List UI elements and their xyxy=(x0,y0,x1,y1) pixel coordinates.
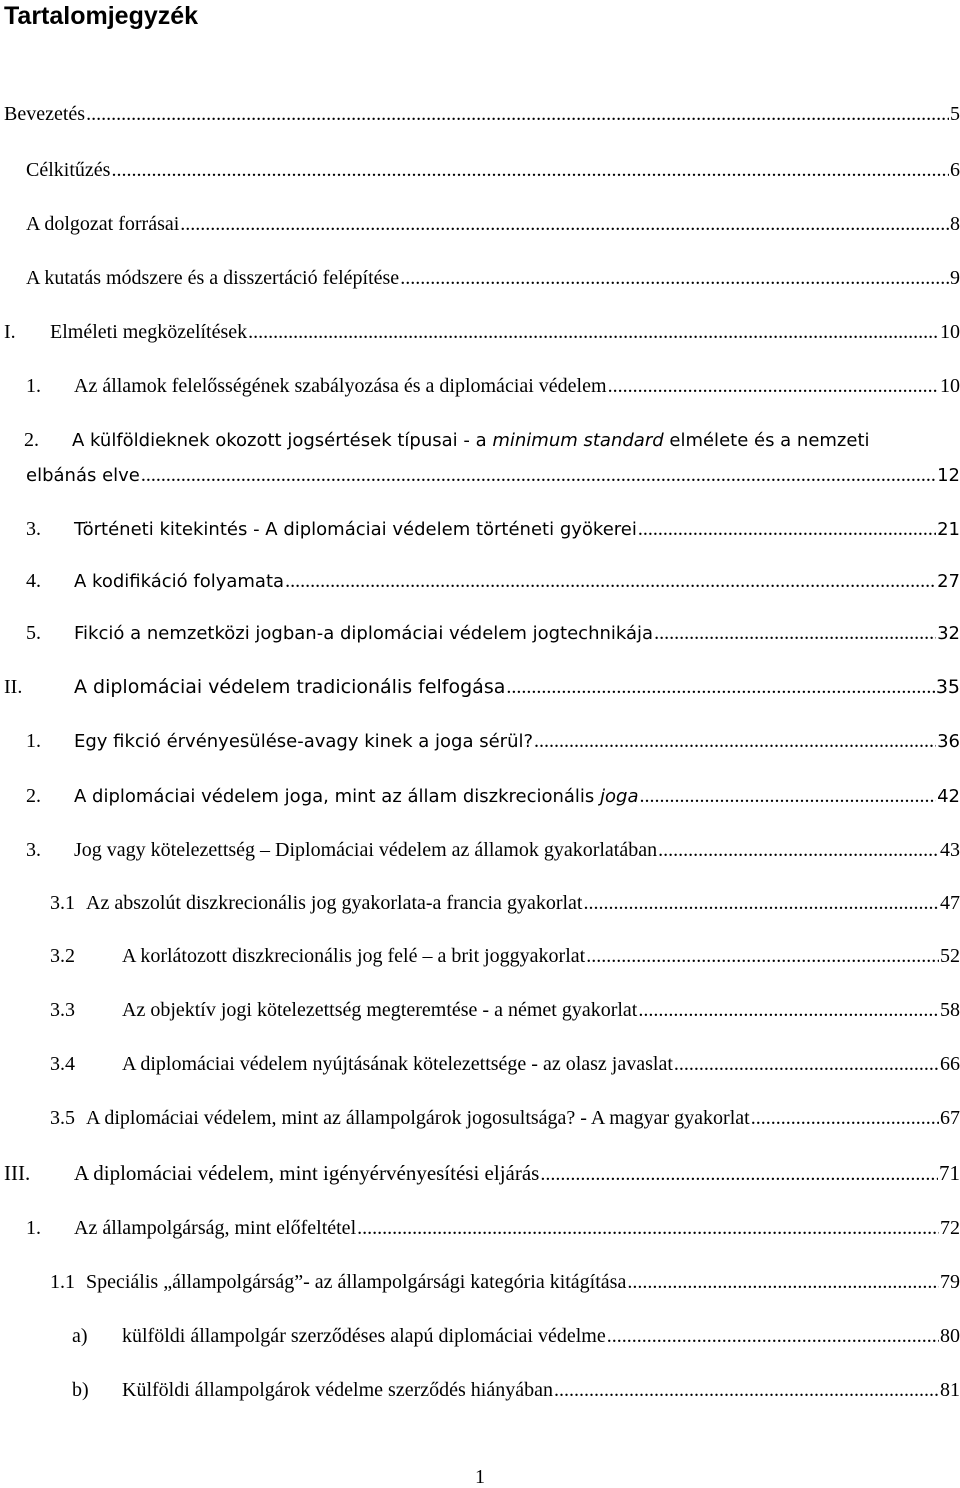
toc-leader xyxy=(285,568,936,594)
toc-leader xyxy=(674,1051,939,1077)
toc-leader xyxy=(583,890,939,916)
page-number-footer: 1 xyxy=(475,1466,485,1488)
toc-leader xyxy=(400,265,949,291)
toc-entry-text: Történeti kitekintés - A diplomáciai védelem történeti gyökerei xyxy=(74,519,637,540)
toc-entry-number: b) xyxy=(72,1379,89,1401)
toc-entry[interactable] xyxy=(26,157,960,183)
toc-page-number: 12 xyxy=(937,465,960,486)
toc-entry-text: Az állampolgárság, mint előfeltétel xyxy=(74,1217,357,1239)
toc-entry-text: Speciális „állampolgárság”- az állampolgársági kategória kitágítása xyxy=(86,1271,627,1293)
toc-page-number: 80 xyxy=(940,1325,960,1347)
toc-entry[interactable] xyxy=(4,319,960,345)
toc-entry-text: Célkitűzés xyxy=(26,159,111,181)
toc-entry-text: A diplomáciai védelem tradicionális felfogása xyxy=(74,676,506,698)
toc-entry-text: elmélete és a nemzeti xyxy=(663,430,870,451)
toc-entry-text: Bevezetés xyxy=(4,103,86,125)
toc-leader xyxy=(640,783,937,809)
toc-entry-number: 1. xyxy=(26,375,41,397)
toc-entry-text: A kodifikáció folyamata xyxy=(74,571,285,592)
toc-leader xyxy=(554,1377,939,1403)
toc-page-number: 79 xyxy=(940,1271,960,1293)
toc-entry-number: 4. xyxy=(26,570,41,592)
toc-entry[interactable] xyxy=(26,620,960,647)
toc-page-number: 58 xyxy=(940,999,960,1021)
toc-page-number: 67 xyxy=(940,1107,960,1129)
toc-entry-number: II. xyxy=(4,676,23,698)
toc-entry-text: A kutatás módszere és a disszertáció felépítése xyxy=(26,267,400,289)
toc-entry[interactable] xyxy=(50,1051,960,1077)
toc-leader xyxy=(751,1105,939,1131)
toc-entry-text: Jog vagy kötelezettség – Diplomáciai védelem az államok gyakorlatában xyxy=(74,839,658,861)
toc-entry-number: 3.1 xyxy=(50,892,75,914)
toc-entry[interactable] xyxy=(4,101,960,127)
toc-entry-number: 3.5 xyxy=(50,1107,75,1129)
toc-entry-text: Az államok felelősségének szabályozása és a diplomáciai védelem xyxy=(74,375,607,397)
toc-entry-text: A külföldieknek okozott jogsértések típusai - a xyxy=(72,430,493,451)
toc-page-number: 27 xyxy=(937,571,960,592)
toc-entry[interactable] xyxy=(50,1269,960,1295)
toc-page-number: 36 xyxy=(937,731,960,752)
toc-page-number: 43 xyxy=(940,839,960,861)
toc-page-number: 66 xyxy=(940,1053,960,1075)
toc-entry-text: Fikció a nemzetközi jogban-a diplomáciai védelem jogtechnikája xyxy=(74,623,654,644)
toc-entry-number: III. xyxy=(4,1161,31,1185)
toc-entry-text: elbánás elve xyxy=(26,465,140,486)
toc-page-number: 81 xyxy=(940,1379,960,1401)
toc-page-number: 71 xyxy=(939,1161,960,1185)
toc-entry-text: A diplomáciai védelem, mint az állampolgárok jogosultsága? - A magyar gyakorlat xyxy=(86,1107,750,1129)
toc-leader xyxy=(658,837,939,863)
toc-entry-text: Egy fikció érvényesülése-avagy kinek a joga sérül? xyxy=(74,731,534,752)
toc-entry-text: A diplomáciai védelem joga, mint az állam diszkrecionális joga xyxy=(74,786,639,807)
toc-entry[interactable] xyxy=(26,728,960,755)
toc-entry[interactable] xyxy=(50,1105,960,1131)
toc-leader xyxy=(638,516,936,542)
toc-entry[interactable] xyxy=(50,943,960,969)
toc-entry-number: 3.4 xyxy=(50,1053,75,1075)
toc-entry-text: A korlátozott diszkrecionális jog felé – a brit joggyakorlat xyxy=(122,945,586,967)
toc-leader xyxy=(607,1323,939,1349)
toc-entry-number: a) xyxy=(72,1325,88,1347)
toc-entry[interactable] xyxy=(26,1215,960,1241)
toc-entry-number: 1. xyxy=(26,730,41,752)
toc-entry-number: 3.3 xyxy=(50,999,75,1021)
toc-entry-text-italic: joga xyxy=(600,786,639,807)
toc-page-number: 8 xyxy=(950,213,960,235)
toc-entry[interactable] xyxy=(26,837,960,863)
toc-entry-number: 3. xyxy=(26,839,41,861)
toc-entry-number: 1. xyxy=(26,1217,41,1239)
toc-entry[interactable] xyxy=(72,1323,960,1349)
toc-entry[interactable] xyxy=(26,783,960,810)
toc-entry-text: Külföldi állampolgárok védelme szerződés hiányában xyxy=(122,1379,553,1401)
toc-page-number: 6 xyxy=(950,159,960,181)
toc-entry-first-line[interactable] xyxy=(24,427,960,454)
toc-entry[interactable] xyxy=(4,1160,960,1187)
toc-entry-text: A dolgozat forrásai xyxy=(26,213,180,235)
toc-page-number: 35 xyxy=(935,676,960,698)
toc-entry-number: 1.1 xyxy=(50,1271,75,1293)
toc-entry[interactable] xyxy=(26,462,960,489)
toc-leader xyxy=(248,319,939,345)
toc-leader xyxy=(111,157,949,183)
toc-leader xyxy=(357,1215,939,1241)
toc-entry[interactable] xyxy=(26,211,960,237)
toc-page-number: 10 xyxy=(940,321,960,343)
toc-leader xyxy=(141,462,936,488)
toc-entry-number: 3.2 xyxy=(50,945,75,967)
toc-leader xyxy=(627,1269,939,1295)
toc-leader xyxy=(586,943,939,969)
toc-entry-text: A diplomáciai védelem, mint igényérvényesítési eljárás xyxy=(74,1161,540,1185)
toc-title: Tartalomjegyzék xyxy=(4,2,199,30)
toc-entry-number: I. xyxy=(4,321,16,343)
toc-leader xyxy=(180,211,949,237)
toc-page-number: 5 xyxy=(950,103,960,125)
toc-leader xyxy=(654,620,936,646)
toc-page-number: 21 xyxy=(937,519,960,540)
toc-entry-text: Az abszolút diszkrecionális jog gyakorlata-a francia gyakorlat xyxy=(86,892,583,914)
toc-page-number: 47 xyxy=(940,892,960,914)
toc-leader xyxy=(506,674,934,700)
toc-entry-text: Elméleti megközelítések xyxy=(50,321,248,343)
toc-entry-text: A diplomáciai védelem nyújtásának kötelezettsége - az olasz javaslat xyxy=(122,1053,673,1075)
toc-entry[interactable] xyxy=(50,890,960,916)
toc-entry-text: Az objektív jogi kötelezettség megteremtése - a német gyakorlat xyxy=(122,999,638,1021)
toc-page-number: 42 xyxy=(937,786,960,807)
toc-page-number: 72 xyxy=(940,1217,960,1239)
toc-entry-number: 3. xyxy=(26,518,41,540)
toc-page-number: 10 xyxy=(940,375,960,397)
toc-entry[interactable] xyxy=(4,674,960,700)
toc-page-number: 52 xyxy=(940,945,960,967)
toc-leader xyxy=(534,728,936,754)
toc-entry[interactable] xyxy=(50,997,960,1023)
toc-entry[interactable] xyxy=(26,516,960,543)
toc-entry-text: külföldi állampolgár szerződéses alapú diplomáciai védelme xyxy=(122,1325,606,1347)
toc-entry-number: 2. xyxy=(24,429,39,451)
toc-leader xyxy=(540,1161,938,1187)
toc-leader xyxy=(638,997,939,1023)
toc-entry[interactable] xyxy=(72,1377,960,1403)
toc-entry[interactable] xyxy=(26,373,960,399)
toc-entry[interactable] xyxy=(26,265,960,291)
toc-entry-number: 2. xyxy=(26,785,41,807)
toc-page-number: 9 xyxy=(950,267,960,289)
toc-leader xyxy=(608,373,939,399)
toc-entry[interactable] xyxy=(26,568,960,595)
toc-entry-text-italic: minimum standard xyxy=(492,430,664,451)
toc-page-number: 32 xyxy=(937,623,960,644)
toc-entry-number: 5. xyxy=(26,622,41,644)
toc-leader xyxy=(86,101,949,127)
